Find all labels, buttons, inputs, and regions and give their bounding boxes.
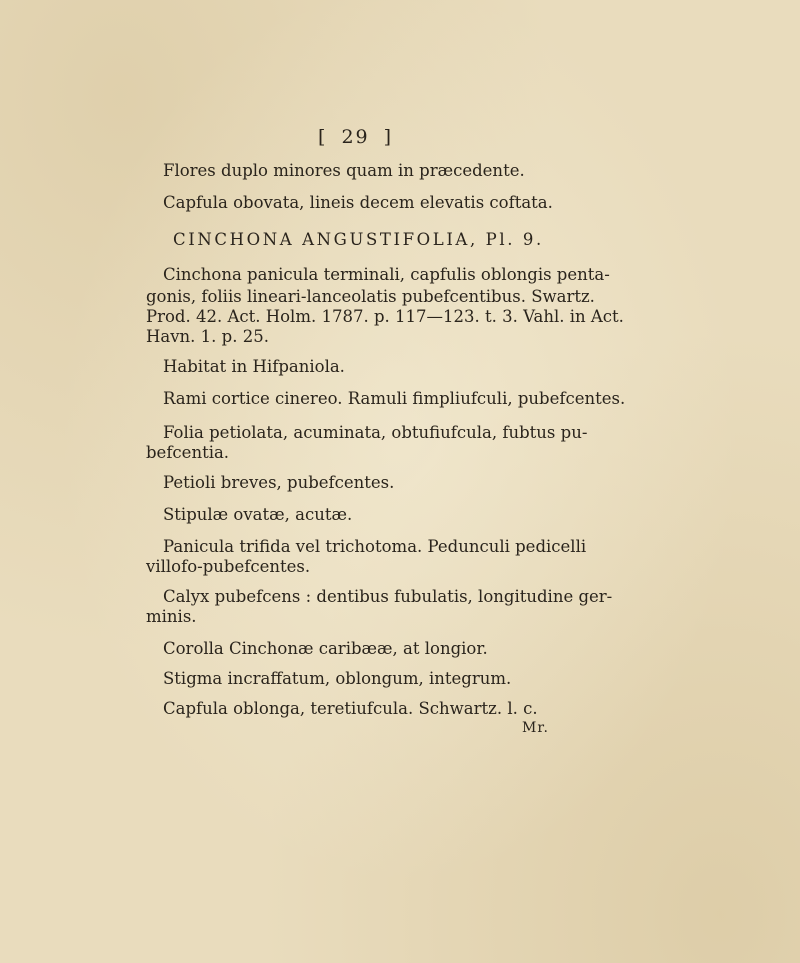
text-line-calyx-1: Calyx pubefcens : dentibus fubulatis, longitudine ger- [163,587,613,606]
text-line-panicula-1: Panicula trifida vel trichotoma. Pedunculi pedicelli [163,537,587,556]
text-line-flores: Flores duplo minores quam in præcedente. [163,161,525,180]
text-line-corolla: Corolla Cinchonæ caribææ, at longior. [163,639,488,658]
page-number: [ 29 ] [318,126,394,148]
text-line-folia-1: Folia petiolata, acuminata, obtufiufcula, fubtus pu- [163,423,588,442]
species-heading: CINCHONA ANGUSTIFOLIA, Pl. 9. [173,230,544,249]
text-line-panicula-2: villofo-pubefcentes. [146,557,311,576]
text-line-description-4: Havn. 1. p. 25. [146,327,269,346]
text-line-calyx-2: minis. [146,607,197,626]
text-line-stipulae: Stipulæ ovatæ, acutæ. [163,505,353,524]
text-line-capsula: Capfula obovata, lineis decem elevatis coftata. [163,193,553,212]
text-line-petioli: Petioli breves, pubefcentes. [163,473,395,492]
text-line-rami: Rami cortice cinereo. Ramuli fimpliufculi, pubefcentes. [163,389,626,408]
text-line-habitat: Habitat in Hifpaniola. [163,357,345,376]
catchword: Mr. [522,720,549,736]
text-line-description-3: Prod. 42. Act. Holm. 1787. p. 117—123. t. 3. Vahl. in Act. [146,307,624,326]
text-line-description-2: gonis, foliis lineari-lanceolatis pubefcentibus. Swartz. [146,287,595,306]
text-line-capsula-2: Capfula oblonga, teretiufcula. Schwartz. l. c. [163,699,538,718]
text-line-description-1: Cinchona panicula terminali, capfulis oblongis penta- [163,265,610,284]
text-line-folia-2: befcentia. [146,443,230,462]
text-line-stigma: Stigma incraffatum, oblongum, integrum. [163,669,512,688]
